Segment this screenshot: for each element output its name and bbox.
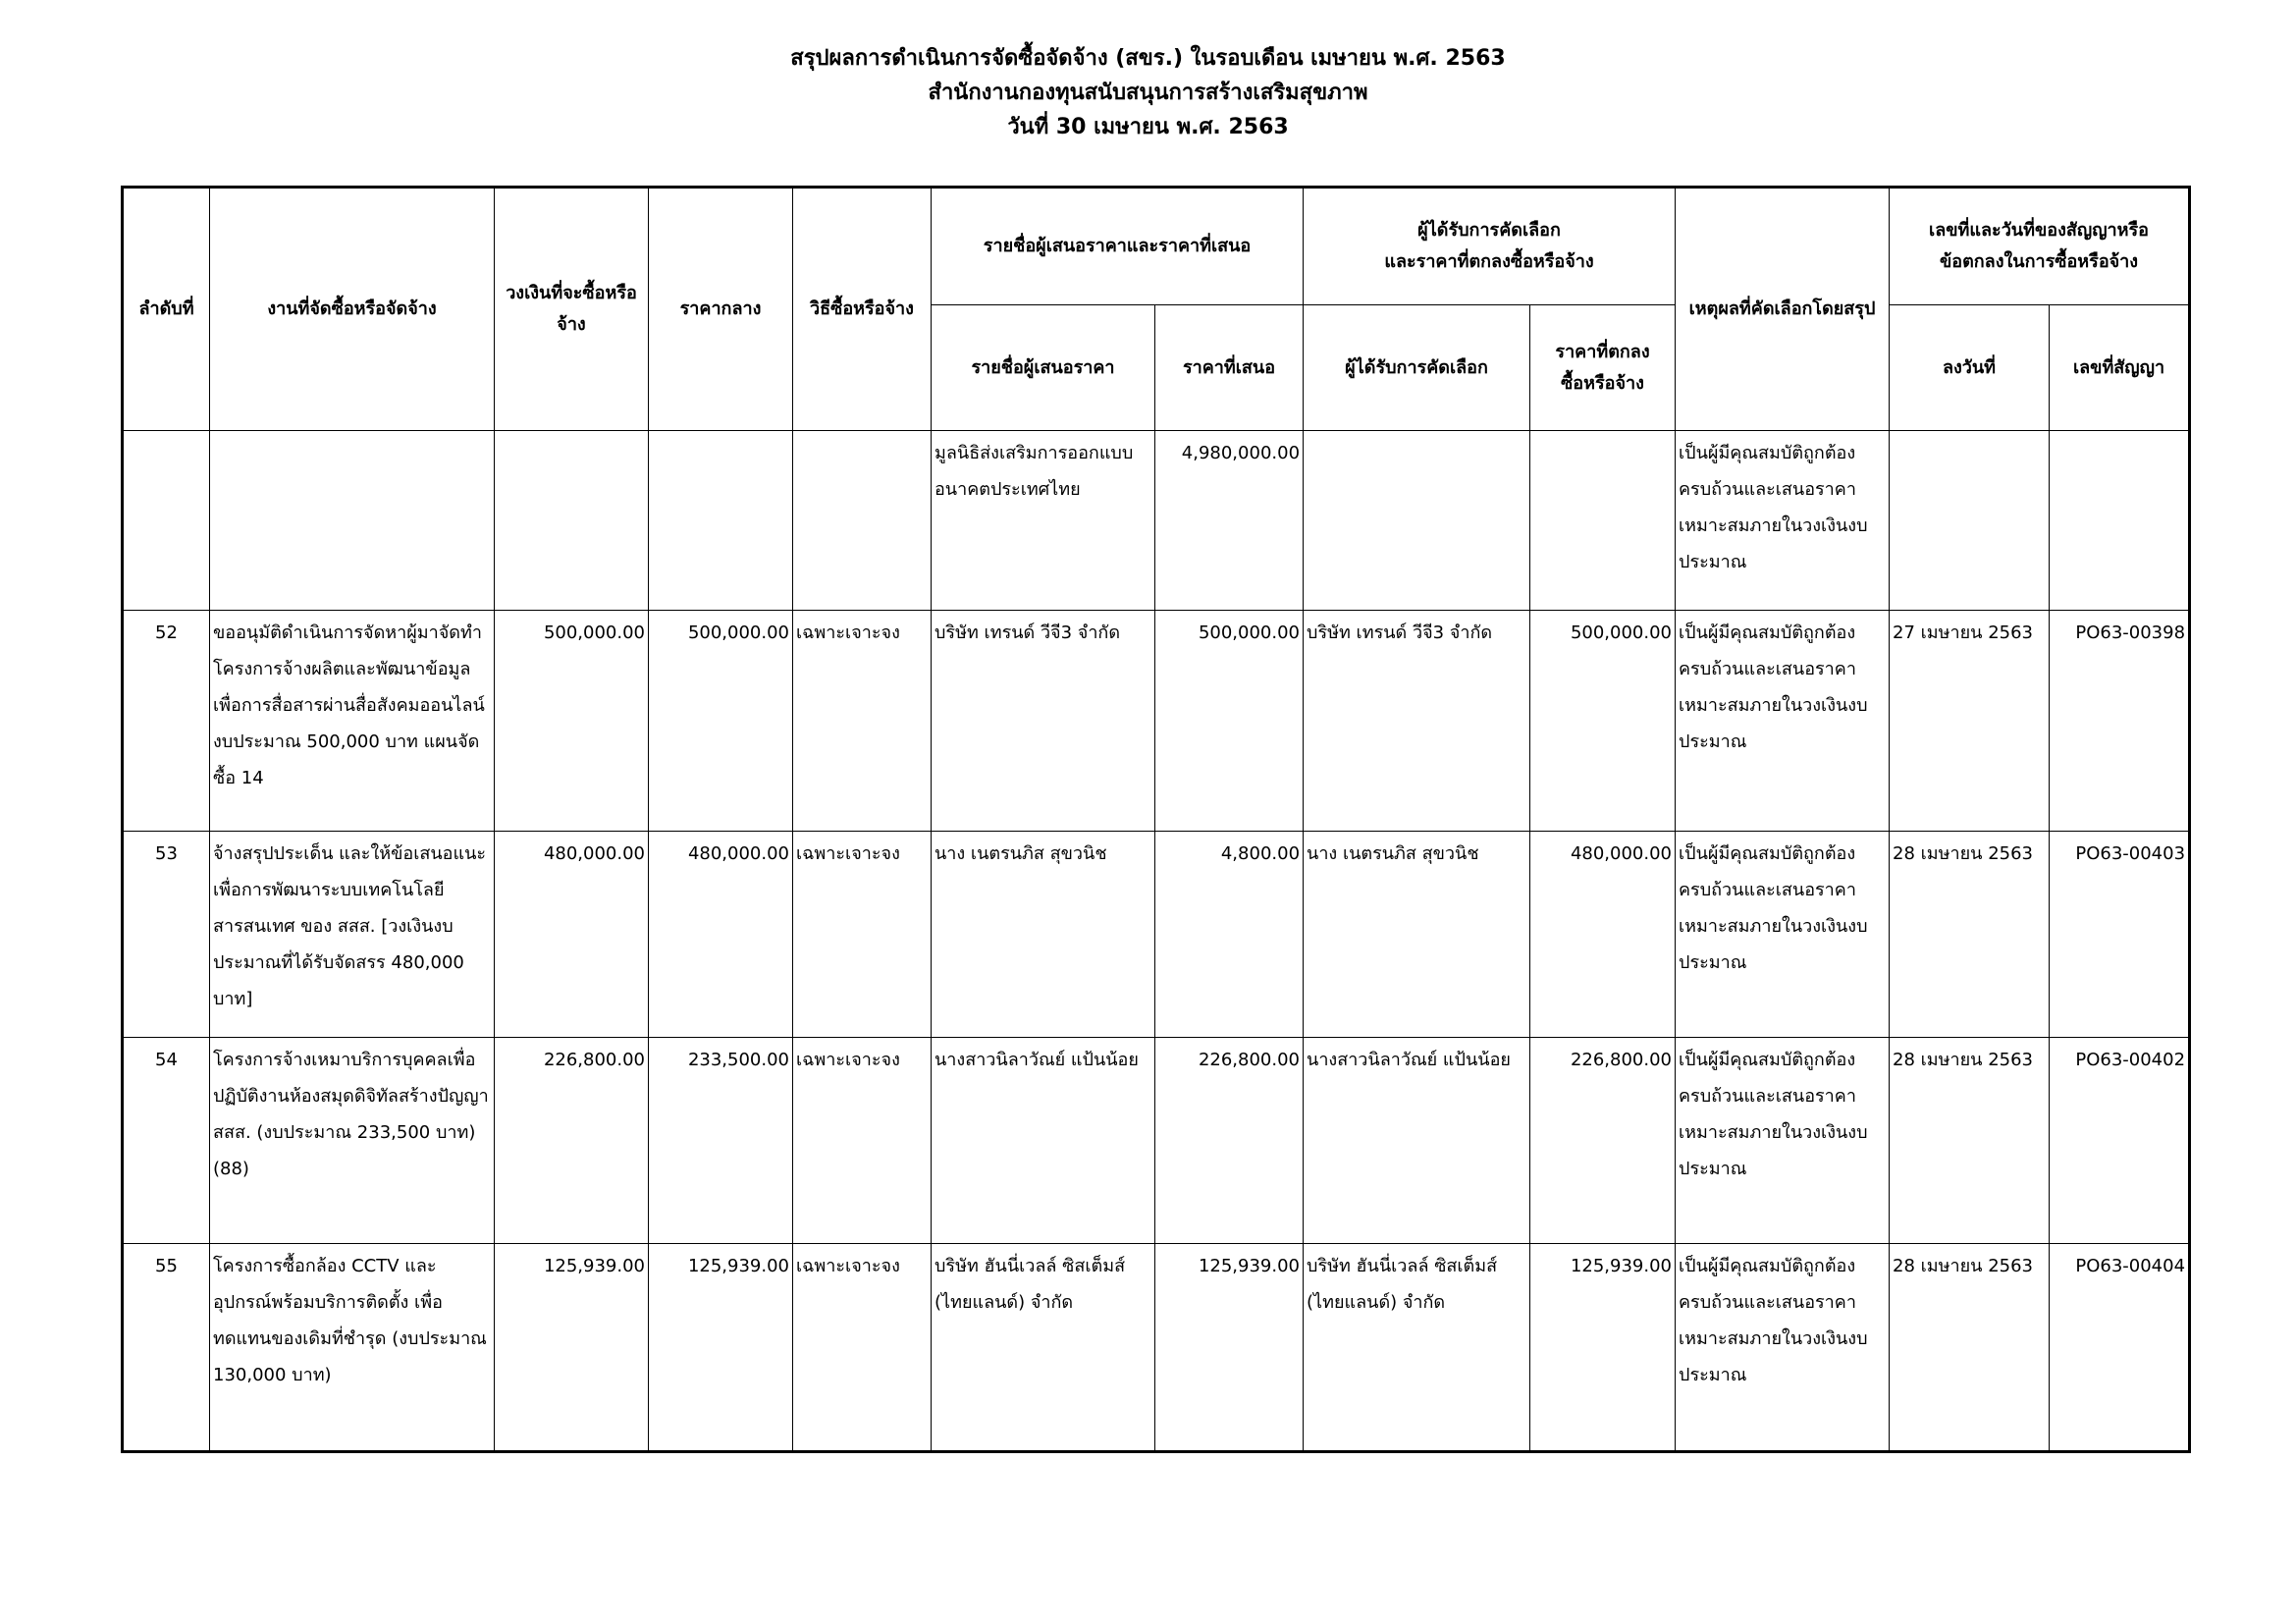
cell-seq: 53 bbox=[123, 832, 210, 1038]
cell-median: 480,000.00 bbox=[649, 832, 793, 1038]
table-row bbox=[123, 1038, 2190, 1244]
cell-work: ขออนุมัติดำเนินการจัดหาผู้มาจัดทำโครงการจ้างผลิตและพัฒนาข้อมูลเพื่อการสื่อสารผ่านสื่อสังคมออนไลน์ งบประมาณ 500,000 บาท แผนจัดซื้อ 14 bbox=[210, 611, 495, 832]
cell-bid-price: 4,980,000.00 bbox=[1155, 431, 1304, 611]
cell-contract-date: 28 เมษายน 2563 bbox=[1890, 832, 2050, 1038]
cell-median: 125,939.00 bbox=[649, 1244, 793, 1452]
cell-selected: นางสาวนิลาวัณย์ แป้นน้อย bbox=[1304, 1038, 1530, 1244]
col-contract-group-header bbox=[1890, 188, 2190, 305]
cell-contract-no: PO63-00404 bbox=[2050, 1244, 2190, 1452]
col-contract-no-header: เลขที่สัญญา bbox=[2050, 305, 2190, 431]
cell-median: 233,500.00 bbox=[649, 1038, 793, 1244]
col-selected-name-header: ผู้ได้รับการคัดเลือก bbox=[1304, 305, 1530, 431]
col-method-header: วิธีซื้อหรือจ้าง bbox=[793, 188, 932, 431]
cell-method: เฉพาะเจาะจง bbox=[793, 1038, 932, 1244]
table-row bbox=[123, 832, 2190, 1038]
cell-contract-no bbox=[2050, 431, 2190, 611]
cell-median bbox=[649, 431, 793, 611]
col-selected-group-line2: และราคาที่ตกลงซื้อหรือจ้าง bbox=[1384, 251, 1594, 272]
col-contract-date-header: ลงวันที่ bbox=[1890, 305, 2050, 431]
cell-seq: 52 bbox=[123, 611, 210, 832]
col-median-header: ราคากลาง bbox=[649, 188, 793, 431]
cell-contract-no: PO63-00402 bbox=[2050, 1038, 2190, 1244]
table-body bbox=[123, 431, 2190, 1452]
col-bid-price-header: ราคาที่เสนอ bbox=[1155, 305, 1304, 431]
report-date: วันที่ 30 เมษายน พ.ศ. 2563 bbox=[1007, 115, 1289, 139]
cell-bidder: บริษัท ฮันนี่เวลล์ ซิสเต็มส์ (ไทยแลนด์) จำกัด bbox=[932, 1244, 1155, 1452]
col-agreed-price-header bbox=[1530, 305, 1676, 431]
cell-contract-no: PO63-00403 bbox=[2050, 832, 2190, 1038]
cell-contract-date: 28 เมษายน 2563 bbox=[1890, 1244, 2050, 1452]
cell-bidder: นางสาวนิลาวัณย์ แป้นน้อย bbox=[932, 1038, 1155, 1244]
cell-budget: 500,000.00 bbox=[495, 611, 649, 832]
cell-median: 500,000.00 bbox=[649, 611, 793, 832]
col-agreed-price-line2: ซื้อหรือจ้าง bbox=[1561, 372, 1644, 394]
col-contract-group-line1: เลขที่และวันที่ของสัญญาหรือ bbox=[1929, 220, 2149, 241]
cell-bid-price: 226,800.00 bbox=[1155, 1038, 1304, 1244]
cell-bid-price: 4,800.00 bbox=[1155, 832, 1304, 1038]
cell-budget: 226,800.00 bbox=[495, 1038, 649, 1244]
cell-agreed-price bbox=[1530, 431, 1676, 611]
table-row bbox=[123, 431, 2190, 611]
cell-contract-date bbox=[1890, 431, 2050, 611]
cell-selected: บริษัท เทรนด์ วีจี3 จำกัด bbox=[1304, 611, 1530, 832]
cell-contract-no: PO63-00398 bbox=[2050, 611, 2190, 832]
cell-reason: เป็นผู้มีคุณสมบัติถูกต้องครบถ้วนและเสนอราคาเหมาะสมภายในวงเงินงบประมาณ bbox=[1676, 832, 1890, 1038]
cell-work: โครงการซื้อกล้อง CCTV และอุปกรณ์พร้อมบริการติดตั้ง เพื่อทดแทนของเดิมที่ชำรุด (งบประมาณ 130,000 บาท) bbox=[210, 1244, 495, 1452]
cell-seq: 54 bbox=[123, 1038, 210, 1244]
cell-budget: 125,939.00 bbox=[495, 1244, 649, 1452]
table-row bbox=[123, 611, 2190, 832]
cell-agreed-price: 480,000.00 bbox=[1530, 832, 1676, 1038]
col-bidder-name-header: รายชื่อผู้เสนอราคา bbox=[932, 305, 1155, 431]
cell-method: เฉพาะเจาะจง bbox=[793, 1244, 932, 1452]
cell-seq bbox=[123, 431, 210, 611]
cell-work: จ้างสรุปประเด็น และให้ข้อเสนอแนะ เพื่อการพัฒนาระบบเทคโนโลยีสารสนเทศ ของ สสส. [วงเงินงบประมาณที่ได้รับจัดสรร 480,000 บาท] bbox=[210, 832, 495, 1038]
col-bidders-group-header: รายชื่อผู้เสนอราคาและราคาที่เสนอ bbox=[932, 188, 1304, 305]
cell-method: เฉพาะเจาะจง bbox=[793, 832, 932, 1038]
cell-agreed-price: 226,800.00 bbox=[1530, 1038, 1676, 1244]
report-title: สรุปผลการดำเนินการจัดซื้อจัดจ้าง (สขร.) ในรอบเดือน เมษายน พ.ศ. 2563 bbox=[790, 46, 1506, 71]
cell-agreed-price: 500,000.00 bbox=[1530, 611, 1676, 832]
table-header bbox=[123, 188, 2190, 431]
col-selected-group-header bbox=[1304, 188, 1676, 305]
cell-bidder: มูลนิธิส่งเสริมการออกแบบอนาคตประเทศไทย bbox=[932, 431, 1155, 611]
cell-bid-price: 500,000.00 bbox=[1155, 611, 1304, 832]
cell-reason: เป็นผู้มีคุณสมบัติถูกต้องครบถ้วนและเสนอราคาเหมาะสมภายในวงเงินงบประมาณ bbox=[1676, 1244, 1890, 1452]
col-agreed-price-line1: ราคาที่ตกลง bbox=[1555, 341, 1650, 362]
agency-name: สำนักงานกองทุนสนับสนุนการสร้างเสริมสุขภาพ bbox=[928, 81, 1368, 105]
col-reason-header: เหตุผลที่คัดเลือกโดยสรุป bbox=[1676, 188, 1890, 431]
procurement-table bbox=[121, 186, 2191, 1453]
cell-method bbox=[793, 431, 932, 611]
cell-budget bbox=[495, 431, 649, 611]
col-contract-group-line2: ข้อตกลงในการซื้อหรือจ้าง bbox=[1939, 251, 2139, 272]
cell-selected bbox=[1304, 431, 1530, 611]
document-header bbox=[0, 41, 2296, 144]
cell-reason: เป็นผู้มีคุณสมบัติถูกต้องครบถ้วนและเสนอราคาเหมาะสมภายในวงเงินงบประมาณ bbox=[1676, 431, 1890, 611]
cell-budget: 480,000.00 bbox=[495, 832, 649, 1038]
cell-bidder: นาง เนตรนภิส สุขวนิช bbox=[932, 832, 1155, 1038]
cell-reason: เป็นผู้มีคุณสมบัติถูกต้องครบถ้วนและเสนอราคาเหมาะสมภายในวงเงินงบประมาณ bbox=[1676, 1038, 1890, 1244]
cell-bid-price: 125,939.00 bbox=[1155, 1244, 1304, 1452]
cell-reason: เป็นผู้มีคุณสมบัติถูกต้องครบถ้วนและเสนอราคาเหมาะสมภายในวงเงินงบประมาณ bbox=[1676, 611, 1890, 832]
cell-selected: บริษัท ฮันนี่เวลล์ ซิสเต็มส์ (ไทยแลนด์) จำกัด bbox=[1304, 1244, 1530, 1452]
cell-method: เฉพาะเจาะจง bbox=[793, 611, 932, 832]
cell-work bbox=[210, 431, 495, 611]
col-budget-header: วงเงินที่จะซื้อหรือจ้าง bbox=[495, 188, 649, 431]
col-work-header: งานที่จัดซื้อหรือจัดจ้าง bbox=[210, 188, 495, 431]
cell-agreed-price: 125,939.00 bbox=[1530, 1244, 1676, 1452]
col-seq-header: ลำดับที่ bbox=[123, 188, 210, 431]
cell-selected: นาง เนตรนภิส สุขวนิช bbox=[1304, 832, 1530, 1038]
col-selected-group-line1: ผู้ได้รับการคัดเลือก bbox=[1417, 220, 1561, 241]
cell-contract-date: 28 เมษายน 2563 bbox=[1890, 1038, 2050, 1244]
cell-contract-date: 27 เมษายน 2563 bbox=[1890, 611, 2050, 832]
cell-bidder: บริษัท เทรนด์ วีจี3 จำกัด bbox=[932, 611, 1155, 832]
cell-work: โครงการจ้างเหมาบริการบุคคลเพื่อปฏิบัติงานห้องสมุดดิจิทัลสร้างปัญญา สสส. (งบประมาณ 233,500 บาท)(88) bbox=[210, 1038, 495, 1244]
cell-seq: 55 bbox=[123, 1244, 210, 1452]
table-row bbox=[123, 1244, 2190, 1452]
